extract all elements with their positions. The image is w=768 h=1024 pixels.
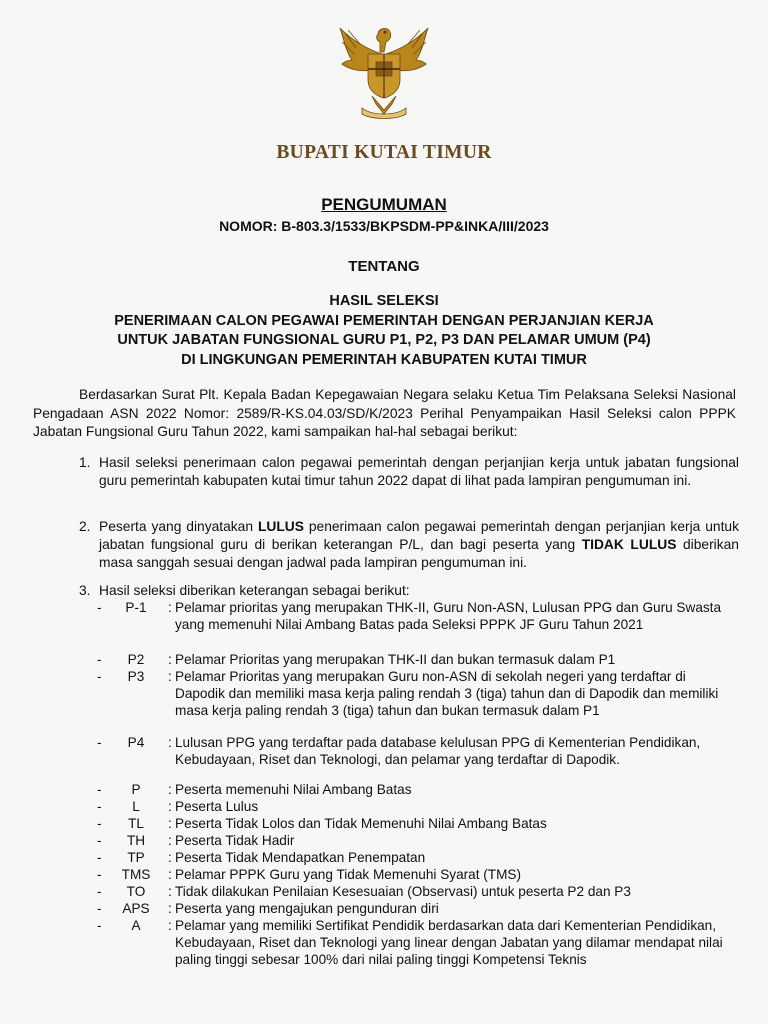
definition-code: TH <box>126 833 146 848</box>
definition-code: TO <box>126 884 146 899</box>
definition-code: TP <box>127 850 145 865</box>
definition-row <box>97 599 737 633</box>
definition-row <box>97 917 737 968</box>
definition-code: P <box>131 782 141 797</box>
definition-row <box>97 866 737 883</box>
definition-dash: - <box>97 816 102 831</box>
definition-dash: - <box>97 600 102 615</box>
definition-desc: Peserta memenuhi Nilai Ambang Batas <box>175 782 412 797</box>
item-text: Hasil seleksi penerimaan calon pegawai pemerintah dengan perjanjian kerja untuk jabatan fungsional guru pemerintah kabupaten kutai timur tahun 2022 dapat di lihat pada lampiran pengumuman ini. <box>99 455 739 488</box>
definition-desc: Pelamar prioritas yang merupakan THK-II, Guru Non-ASN, Lulusan PPG dan Guru Swasta yang memenuhi Nilai Ambang Batas pada Seleksi PPPK JF Guru Tahun 2021 <box>175 600 722 632</box>
item-text-part: diberikan masa sanggah sesuai dengan jadwal pada lampiran pengumuman ini. <box>99 537 739 570</box>
definition-dash: - <box>97 833 102 848</box>
item-text-part: penerimaan calon pegawai pemerintah dengan perjanjian kerja untuk jabatan fungsional guru di berikan keterangan P/L, dan bagi peserta yang <box>99 519 739 552</box>
definition-code: P-1 <box>125 600 147 615</box>
definition-colon: : <box>168 816 172 831</box>
definition-dash: - <box>97 867 102 882</box>
definition-colon: : <box>168 850 172 865</box>
tidak-lulus-emphasis: TIDAK LULUS <box>581 537 677 552</box>
item-text-part: Peserta yang dinyatakan <box>99 519 258 534</box>
lulus-emphasis: LULUS <box>257 519 304 534</box>
definition-colon: : <box>168 782 172 797</box>
definition-colon: : <box>168 867 172 882</box>
definition-colon: : <box>168 669 172 684</box>
definition-desc: Pelamar Prioritas yang merupakan Guru non-ASN di sekolah negeri yang terdaftar di Dapodik dan memiliki masa kerja paling rendah 3 (tiga) tahun dan di Dapodik dan memiliki masa kerja paling rendah 3 (tiga) tahun dan bukan termasuk dalam P1 <box>175 669 719 718</box>
definition-row <box>97 781 737 798</box>
definition-desc: Peserta Tidak Lolos dan Tidak Memenuhi Nilai Ambang Batas <box>175 816 547 831</box>
definition-row <box>97 798 737 815</box>
definition-dash: - <box>97 884 102 899</box>
subject-line: PENERIMAAN CALON PEGAWAI PEMERINTAH DENGAN PERJANJIAN KERJA <box>114 312 654 329</box>
definition-desc: Peserta Tidak Mendapatkan Penempatan <box>175 850 426 865</box>
item-number: 1. <box>79 455 91 470</box>
definition-colon: : <box>168 600 172 615</box>
definition-row <box>97 651 737 668</box>
definition-colon: : <box>168 652 172 667</box>
definition-colon: : <box>168 799 172 814</box>
definition-row <box>97 849 737 866</box>
subject-line: HASIL SELEKSI <box>329 293 439 309</box>
definition-desc: Pelamar yang memiliki Sertifikat Pendidik berdasarkan data dari Kementerian Pendidikan, Kebudayaan, Riset dan Teknologi yang linear dengan Jabatan yang dilamar mendapat nilai paling tinggi sebesar 100% dari nilai paling tinggi Kompetensi Teknis <box>175 918 723 967</box>
definition-row <box>97 668 737 719</box>
subject-line: DI LINGKUNGAN PEMERINTAH KABUPATEN KUTAI TIMUR <box>181 351 587 368</box>
definition-row <box>97 815 737 832</box>
announcement-title: PENGUMUMAN <box>321 195 447 214</box>
definition-code: A <box>131 918 141 933</box>
definition-code: P3 <box>127 669 145 684</box>
definition-desc: Pelamar Prioritas yang merupakan THK-II dan bukan termasuk dalam P1 <box>175 652 616 667</box>
item-text: Hasil seleksi diberikan keterangan sebagai berikut: <box>99 583 410 598</box>
about-heading: TENTANG <box>348 258 420 275</box>
definition-desc: Peserta Tidak Hadir <box>175 833 295 848</box>
item-number: 3. <box>79 583 91 598</box>
definition-dash: - <box>97 652 102 667</box>
definition-code: P4 <box>127 735 145 750</box>
list-item <box>79 454 739 490</box>
garuda-pancasila-emblem-icon <box>332 24 436 124</box>
definition-colon: : <box>168 918 172 933</box>
definition-desc: Peserta yang mengajukan pengunduran diri <box>175 901 439 916</box>
definition-row <box>97 832 737 849</box>
definition-code: TL <box>128 816 144 831</box>
definition-dash: - <box>97 799 102 814</box>
definition-colon: : <box>168 735 172 750</box>
item-text <box>99 518 739 572</box>
subject-block <box>0 292 768 370</box>
definition-code: P2 <box>127 652 145 667</box>
definition-code: L <box>132 799 140 814</box>
definition-row <box>97 883 737 900</box>
list-item <box>79 582 739 600</box>
definition-desc: Peserta Lulus <box>175 799 259 814</box>
definition-dash: - <box>97 782 102 797</box>
definition-row <box>97 900 737 917</box>
definition-colon: : <box>168 833 172 848</box>
definition-desc: Pelamar PPPK Guru yang Tidak Memenuhi Syarat (TMS) <box>175 867 522 882</box>
announcement-number: NOMOR: B-803.3/1533/BKPSDM-PP&INKA/III/2023 <box>219 218 549 234</box>
definition-colon: : <box>168 884 172 899</box>
definition-desc: Tidak dilakukan Penilaian Kesesuaian (Observasi) untuk peserta P2 dan P3 <box>175 884 631 899</box>
definition-code: TMS <box>121 867 151 882</box>
intro-paragraph: Berdasarkan Surat Plt. Kepala Badan Kepegawaian Negara selaku Ketua Tim Pelaksana Seleksi Nasional Pengadaan ASN 2022 Nomor: 2589/R-KS.04.03/SD/K/2023 Perihal Penyampaikan Hasil Seleksi calon PPPK Jabatan Fungsional Guru Tahun 2022, kami sampaikan hal-hal sebagai berikut: <box>33 387 736 439</box>
definition-desc: Lulusan PPG yang terdaftar pada database kelulusan PPG di Kementerian Pendidikan, Kebudayaan, Riset dan Teknologi, dan pelamar yang terdaftar di Dapodik. <box>175 735 701 767</box>
definition-colon: : <box>168 901 172 916</box>
definition-dash: - <box>97 901 102 916</box>
definition-row <box>97 734 737 768</box>
definition-code: APS <box>122 901 150 916</box>
list-item <box>79 518 739 572</box>
item-number: 2. <box>79 519 91 534</box>
definition-dash: - <box>97 918 102 933</box>
definition-dash: - <box>97 669 102 684</box>
definition-dash: - <box>97 850 102 865</box>
subject-line: UNTUK JABATAN FUNGSIONAL GURU P1, P2, P3 DAN PELAMAR UMUM (P4) <box>117 332 651 348</box>
regent-heading: BUPATI KUTAI TIMUR <box>276 142 492 163</box>
definition-dash: - <box>97 735 102 750</box>
